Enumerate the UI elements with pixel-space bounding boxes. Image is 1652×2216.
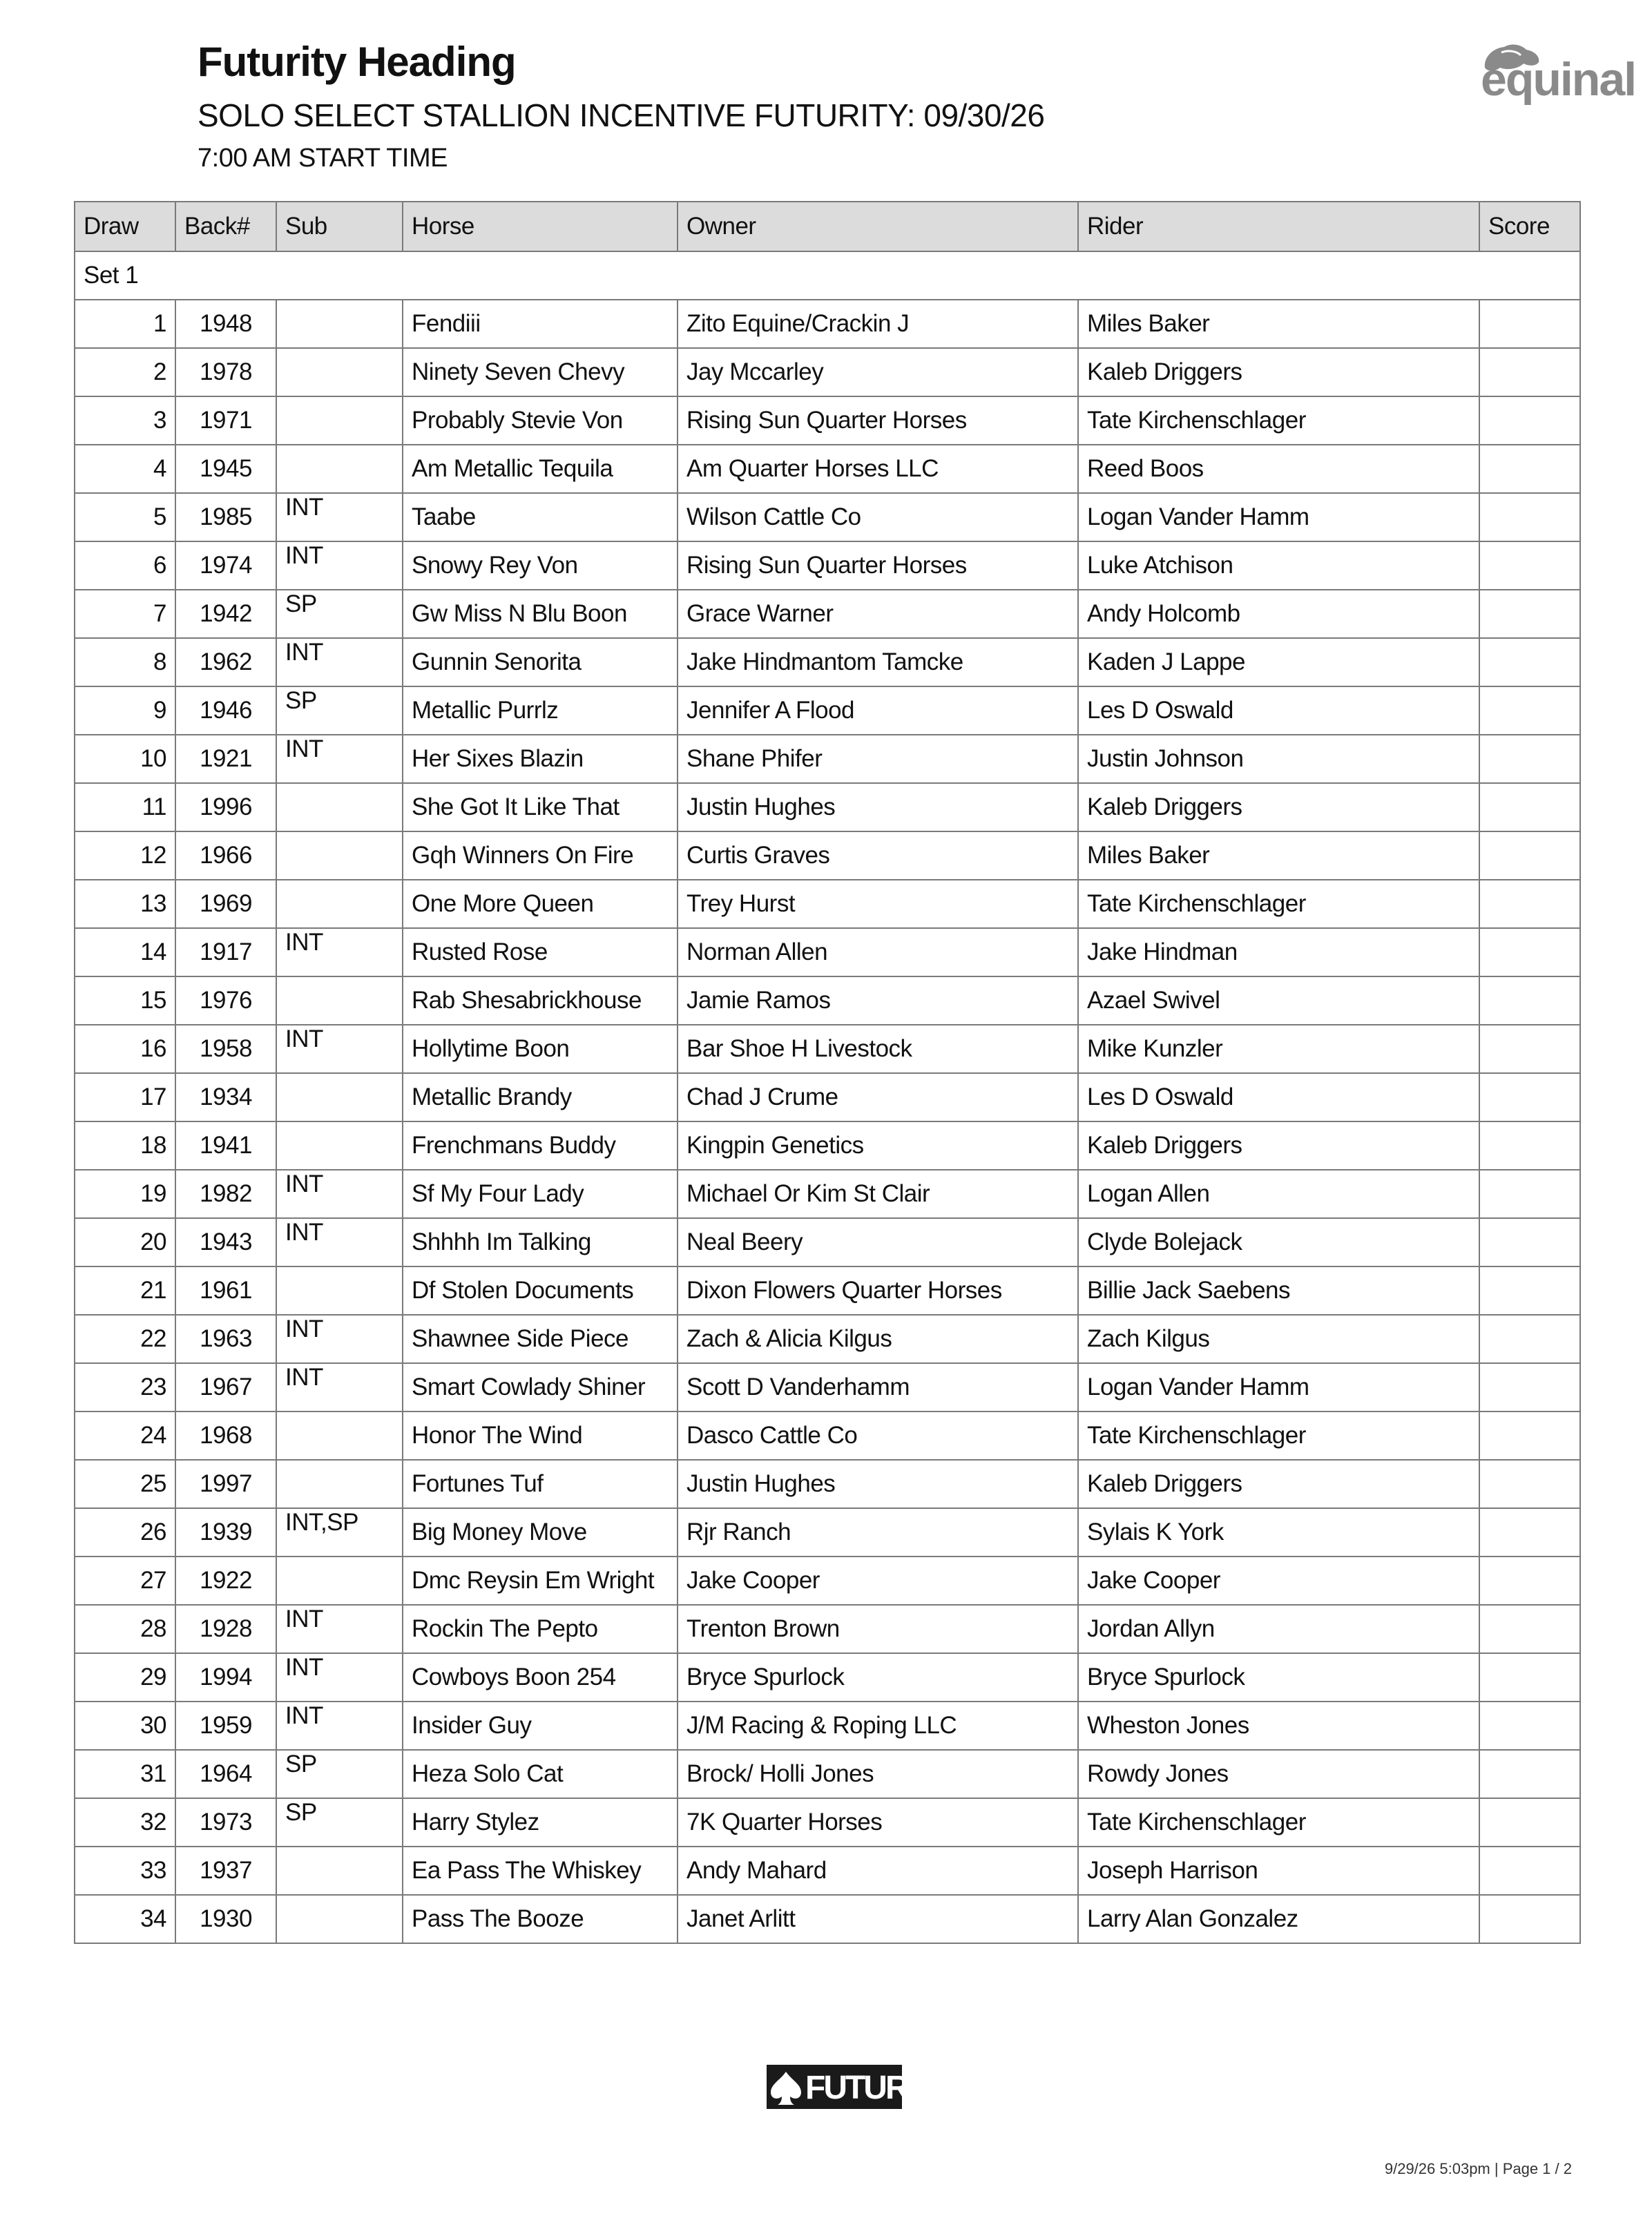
- horse-cell: Snowy Rey Von: [403, 541, 678, 590]
- spade-icon: [767, 2065, 805, 2109]
- score-cell: [1479, 638, 1580, 686]
- rider-cell: Logan Allen: [1078, 1170, 1479, 1218]
- horse-cell: Fortunes Tuf: [403, 1460, 678, 1508]
- owner-cell: Jake Hindmantom Tamcke: [678, 638, 1078, 686]
- draw-cell: 8: [75, 638, 175, 686]
- table-row: [75, 1121, 1580, 1170]
- horse-cell: Gunnin Senorita: [403, 638, 678, 686]
- horse-cell: Insider Guy: [403, 1702, 678, 1750]
- score-cell: [1479, 1750, 1580, 1798]
- owner-cell: Zito Equine/Crackin J: [678, 300, 1078, 348]
- back-number-cell: 1974: [175, 541, 276, 590]
- sub-cell: [276, 1412, 403, 1460]
- table-row: [75, 1315, 1580, 1363]
- draw-cell: 33: [75, 1847, 175, 1895]
- draw-cell: 23: [75, 1363, 175, 1412]
- horse-cell: Hollytime Boon: [403, 1025, 678, 1073]
- horse-cell: Sf My Four Lady: [403, 1170, 678, 1218]
- horse-cell: Honor The Wind: [403, 1412, 678, 1460]
- owner-cell: Chad J Crume: [678, 1073, 1078, 1121]
- score-cell: [1479, 493, 1580, 541]
- draw-cell: 3: [75, 396, 175, 445]
- page-title: Futurity Heading: [198, 39, 516, 85]
- draw-cell: 29: [75, 1653, 175, 1702]
- horse-cell: Pass The Booze: [403, 1895, 678, 1943]
- score-cell: [1479, 1605, 1580, 1653]
- draw-cell: 11: [75, 783, 175, 831]
- draw-cell: 25: [75, 1460, 175, 1508]
- score-cell: [1479, 1170, 1580, 1218]
- horse-cell: Ea Pass The Whiskey: [403, 1847, 678, 1895]
- owner-cell: Trenton Brown: [678, 1605, 1078, 1653]
- sub-cell: SP: [276, 1798, 403, 1847]
- table-row: [75, 638, 1580, 686]
- owner-cell: Neal Beery: [678, 1218, 1078, 1266]
- table-header-row: [75, 202, 1580, 251]
- back-number-cell: 1928: [175, 1605, 276, 1653]
- owner-cell: Curtis Graves: [678, 831, 1078, 880]
- back-number-cell: 1948: [175, 300, 276, 348]
- horse-cell: Rockin The Pepto: [403, 1605, 678, 1653]
- sub-cell: INT: [276, 541, 403, 590]
- table-row: [75, 1895, 1580, 1943]
- owner-cell: Zach & Alicia Kilgus: [678, 1315, 1078, 1363]
- table-row: [75, 541, 1580, 590]
- table-row: [75, 300, 1580, 348]
- draw-cell: 4: [75, 445, 175, 493]
- equinal-logo-text: equinal: [1481, 53, 1636, 106]
- draw-cell: 34: [75, 1895, 175, 1943]
- rider-cell: Justin Johnson: [1078, 735, 1479, 783]
- horse-cell: Cowboys Boon 254: [403, 1653, 678, 1702]
- horse-cell: Shawnee Side Piece: [403, 1315, 678, 1363]
- score-cell: [1479, 1653, 1580, 1702]
- back-number-cell: 1941: [175, 1121, 276, 1170]
- table-row: [75, 1508, 1580, 1557]
- score-cell: [1479, 1121, 1580, 1170]
- equinal-logo: [1478, 40, 1637, 109]
- rider-cell: Zach Kilgus: [1078, 1315, 1479, 1363]
- table-row: [75, 686, 1580, 735]
- score-cell: [1479, 783, 1580, 831]
- score-cell: [1479, 880, 1580, 928]
- score-cell: [1479, 348, 1580, 396]
- rider-cell: Les D Oswald: [1078, 686, 1479, 735]
- sub-cell: INT: [276, 1605, 403, 1653]
- owner-cell: Michael Or Kim St Clair: [678, 1170, 1078, 1218]
- back-number-cell: 1971: [175, 396, 276, 445]
- horse-cell: Metallic Brandy: [403, 1073, 678, 1121]
- rider-cell: Wheston Jones: [1078, 1702, 1479, 1750]
- rider-cell: Miles Baker: [1078, 831, 1479, 880]
- draw-cell: 16: [75, 1025, 175, 1073]
- rider-cell: Clyde Bolejack: [1078, 1218, 1479, 1266]
- table-row: [75, 1605, 1580, 1653]
- table-row: [75, 348, 1580, 396]
- draw-cell: 9: [75, 686, 175, 735]
- owner-cell: J/M Racing & Roping LLC: [678, 1702, 1078, 1750]
- back-number-cell: 1994: [175, 1653, 276, 1702]
- sub-cell: [276, 1073, 403, 1121]
- horse-cell: Am Metallic Tequila: [403, 445, 678, 493]
- rider-cell: Andy Holcomb: [1078, 590, 1479, 638]
- owner-cell: Bar Shoe H Livestock: [678, 1025, 1078, 1073]
- horse-cell: Heza Solo Cat: [403, 1750, 678, 1798]
- rider-cell: Kaleb Driggers: [1078, 1460, 1479, 1508]
- draw-table: [74, 201, 1581, 1944]
- rider-cell: Kaleb Driggers: [1078, 783, 1479, 831]
- score-cell: [1479, 396, 1580, 445]
- table-row: [75, 1266, 1580, 1315]
- horse-cell: One More Queen: [403, 880, 678, 928]
- horse-cell: Big Money Move: [403, 1508, 678, 1557]
- rider-cell: Kaden J Lappe: [1078, 638, 1479, 686]
- back-number-cell: 1959: [175, 1702, 276, 1750]
- draw-cell: 7: [75, 590, 175, 638]
- sub-cell: [276, 831, 403, 880]
- back-number-cell: 1930: [175, 1895, 276, 1943]
- sub-cell: [276, 1121, 403, 1170]
- draw-cell: 28: [75, 1605, 175, 1653]
- sub-cell: INT: [276, 1218, 403, 1266]
- score-cell: [1479, 1218, 1580, 1266]
- col-header-draw: Draw: [75, 202, 175, 251]
- table-row: [75, 976, 1580, 1025]
- sub-cell: INT: [276, 638, 403, 686]
- score-cell: [1479, 831, 1580, 880]
- score-cell: [1479, 300, 1580, 348]
- back-number-cell: 1967: [175, 1363, 276, 1412]
- table-row: [75, 880, 1580, 928]
- rider-cell: Jordan Allyn: [1078, 1605, 1479, 1653]
- rider-cell: Bryce Spurlock: [1078, 1653, 1479, 1702]
- rider-cell: Tate Kirchenschlager: [1078, 1798, 1479, 1847]
- rider-cell: Kaleb Driggers: [1078, 1121, 1479, 1170]
- document-header: [198, 36, 1044, 178]
- draw-cell: 18: [75, 1121, 175, 1170]
- horse-cell: Dmc Reysin Em Wright: [403, 1557, 678, 1605]
- draw-cell: 12: [75, 831, 175, 880]
- rider-cell: Tate Kirchenschlager: [1078, 1412, 1479, 1460]
- horse-cell: She Got It Like That: [403, 783, 678, 831]
- set-label: Set 1: [75, 251, 1580, 300]
- draw-cell: 2: [75, 348, 175, 396]
- table-row: [75, 590, 1580, 638]
- rider-cell: Mike Kunzler: [1078, 1025, 1479, 1073]
- score-cell: [1479, 1557, 1580, 1605]
- col-header-owner: Owner: [678, 202, 1078, 251]
- sub-cell: [276, 396, 403, 445]
- back-number-cell: 1969: [175, 880, 276, 928]
- set-row: [75, 251, 1580, 300]
- sub-cell: INT: [276, 735, 403, 783]
- owner-cell: Janet Arlitt: [678, 1895, 1078, 1943]
- col-header-rider: Rider: [1078, 202, 1479, 251]
- draw-cell: 17: [75, 1073, 175, 1121]
- horse-cell: Df Stolen Documents: [403, 1266, 678, 1315]
- owner-cell: Jamie Ramos: [678, 976, 1078, 1025]
- score-cell: [1479, 1412, 1580, 1460]
- sub-cell: [276, 1266, 403, 1315]
- draw-cell: 19: [75, 1170, 175, 1218]
- score-cell: [1479, 1895, 1580, 1943]
- draw-cell: 31: [75, 1750, 175, 1798]
- table-row: [75, 735, 1580, 783]
- sub-cell: [276, 300, 403, 348]
- event-subtitle: SOLO SELECT STALLION INCENTIVE FUTURITY: 09/30/26: [198, 97, 1045, 133]
- score-cell: [1479, 445, 1580, 493]
- futurity-logo-text: FUTURITY: [805, 2070, 953, 2106]
- table-row: [75, 1798, 1580, 1847]
- owner-cell: Jay Mccarley: [678, 348, 1078, 396]
- horse-cell: Gqh Winners On Fire: [403, 831, 678, 880]
- back-number-cell: 1978: [175, 348, 276, 396]
- rider-cell: Billie Jack Saebens: [1078, 1266, 1479, 1315]
- sub-cell: INT: [276, 928, 403, 976]
- sub-cell: SP: [276, 1750, 403, 1798]
- table-row: [75, 783, 1580, 831]
- back-number-cell: 1964: [175, 1750, 276, 1798]
- horse-cell: Gw Miss N Blu Boon: [403, 590, 678, 638]
- rider-cell: Jake Hindman: [1078, 928, 1479, 976]
- draw-cell: 13: [75, 880, 175, 928]
- horse-cell: Rusted Rose: [403, 928, 678, 976]
- score-cell: [1479, 1266, 1580, 1315]
- back-number-cell: 1973: [175, 1798, 276, 1847]
- table-row: [75, 396, 1580, 445]
- owner-cell: Dasco Cattle Co: [678, 1412, 1078, 1460]
- owner-cell: Dixon Flowers Quarter Horses: [678, 1266, 1078, 1315]
- table-row: [75, 1412, 1580, 1460]
- score-cell: [1479, 590, 1580, 638]
- draw-cell: 26: [75, 1508, 175, 1557]
- owner-cell: Justin Hughes: [678, 1460, 1078, 1508]
- owner-cell: Scott D Vanderhamm: [678, 1363, 1078, 1412]
- score-cell: [1479, 686, 1580, 735]
- back-number-cell: 1961: [175, 1266, 276, 1315]
- draw-cell: 32: [75, 1798, 175, 1847]
- table-row: [75, 1702, 1580, 1750]
- back-number-cell: 1963: [175, 1315, 276, 1363]
- sub-cell: INT: [276, 1170, 403, 1218]
- rider-cell: Kaleb Driggers: [1078, 348, 1479, 396]
- score-cell: [1479, 1025, 1580, 1073]
- owner-cell: Rising Sun Quarter Horses: [678, 541, 1078, 590]
- rider-cell: Les D Oswald: [1078, 1073, 1479, 1121]
- score-cell: [1479, 1798, 1580, 1847]
- table-row: [75, 1653, 1580, 1702]
- table-row: [75, 831, 1580, 880]
- col-header-sub: Sub: [276, 202, 403, 251]
- score-cell: [1479, 1508, 1580, 1557]
- owner-cell: Grace Warner: [678, 590, 1078, 638]
- owner-cell: Kingpin Genetics: [678, 1121, 1078, 1170]
- horse-cell: Shhhh Im Talking: [403, 1218, 678, 1266]
- horse-cell: Ninety Seven Chevy: [403, 348, 678, 396]
- owner-cell: Bryce Spurlock: [678, 1653, 1078, 1702]
- score-cell: [1479, 1702, 1580, 1750]
- sub-cell: INT: [276, 1025, 403, 1073]
- draw-cell: 27: [75, 1557, 175, 1605]
- sub-cell: [276, 1460, 403, 1508]
- table-row: [75, 1170, 1580, 1218]
- table-row: [75, 1847, 1580, 1895]
- table-row: [75, 928, 1580, 976]
- sub-cell: [276, 1847, 403, 1895]
- futurity-logo: [767, 2065, 953, 2109]
- back-number-cell: 1982: [175, 1170, 276, 1218]
- owner-cell: Trey Hurst: [678, 880, 1078, 928]
- rider-cell: Jake Cooper: [1078, 1557, 1479, 1605]
- sub-cell: INT: [276, 1315, 403, 1363]
- table-row: [75, 1460, 1580, 1508]
- draw-cell: 22: [75, 1315, 175, 1363]
- owner-cell: Am Quarter Horses LLC: [678, 445, 1078, 493]
- draw-cell: 5: [75, 493, 175, 541]
- draw-cell: 1: [75, 300, 175, 348]
- score-cell: [1479, 976, 1580, 1025]
- score-cell: [1479, 1363, 1580, 1412]
- draw-cell: 20: [75, 1218, 175, 1266]
- table-row: [75, 1025, 1580, 1073]
- sub-cell: INT,SP: [276, 1508, 403, 1557]
- table-row: [75, 1750, 1580, 1798]
- owner-cell: Andy Mahard: [678, 1847, 1078, 1895]
- rider-cell: Sylais K York: [1078, 1508, 1479, 1557]
- owner-cell: Norman Allen: [678, 928, 1078, 976]
- horse-cell: Metallic Purrlz: [403, 686, 678, 735]
- back-number-cell: 1968: [175, 1412, 276, 1460]
- sub-cell: SP: [276, 590, 403, 638]
- back-number-cell: 1945: [175, 445, 276, 493]
- start-time: 7:00 AM START TIME: [198, 144, 448, 173]
- owner-cell: Jake Cooper: [678, 1557, 1078, 1605]
- draw-cell: 10: [75, 735, 175, 783]
- back-number-cell: 1962: [175, 638, 276, 686]
- draw-cell: 15: [75, 976, 175, 1025]
- table-row: [75, 493, 1580, 541]
- col-header-score: Score: [1479, 202, 1580, 251]
- sub-cell: INT: [276, 493, 403, 541]
- col-header-horse: Horse: [403, 202, 678, 251]
- table-row: [75, 1363, 1580, 1412]
- rider-cell: Azael Swivel: [1078, 976, 1479, 1025]
- sub-cell: SP: [276, 686, 403, 735]
- col-header-back: Back#: [175, 202, 276, 251]
- sub-cell: [276, 348, 403, 396]
- back-number-cell: 1917: [175, 928, 276, 976]
- back-number-cell: 1942: [175, 590, 276, 638]
- rider-cell: Logan Vander Hamm: [1078, 493, 1479, 541]
- back-number-cell: 1946: [175, 686, 276, 735]
- owner-cell: Shane Phifer: [678, 735, 1078, 783]
- back-number-cell: 1939: [175, 1508, 276, 1557]
- back-number-cell: 1985: [175, 493, 276, 541]
- rider-cell: Larry Alan Gonzalez: [1078, 1895, 1479, 1943]
- draw-cell: 6: [75, 541, 175, 590]
- rider-cell: Tate Kirchenschlager: [1078, 396, 1479, 445]
- owner-cell: 7K Quarter Horses: [678, 1798, 1078, 1847]
- sub-cell: INT: [276, 1702, 403, 1750]
- owner-cell: Wilson Cattle Co: [678, 493, 1078, 541]
- horse-cell: Probably Stevie Von: [403, 396, 678, 445]
- draw-cell: 21: [75, 1266, 175, 1315]
- owner-cell: Rjr Ranch: [678, 1508, 1078, 1557]
- horse-cell: Smart Cowlady Shiner: [403, 1363, 678, 1412]
- table-row: [75, 445, 1580, 493]
- horse-cell: Fendiii: [403, 300, 678, 348]
- sub-cell: INT: [276, 1653, 403, 1702]
- draw-cell: 14: [75, 928, 175, 976]
- back-number-cell: 1937: [175, 1847, 276, 1895]
- horse-cell: Rab Shesabrickhouse: [403, 976, 678, 1025]
- sub-cell: [276, 783, 403, 831]
- score-cell: [1479, 1073, 1580, 1121]
- back-number-cell: 1921: [175, 735, 276, 783]
- owner-cell: Brock/ Holli Jones: [678, 1750, 1078, 1798]
- owner-cell: Rising Sun Quarter Horses: [678, 396, 1078, 445]
- sub-cell: [276, 976, 403, 1025]
- page-footer-info: 9/29/26 5:03pm | Page 1 / 2: [1384, 2160, 1572, 2177]
- score-cell: [1479, 1847, 1580, 1895]
- rider-cell: Joseph Harrison: [1078, 1847, 1479, 1895]
- score-cell: [1479, 1315, 1580, 1363]
- back-number-cell: 1996: [175, 783, 276, 831]
- table-row: [75, 1557, 1580, 1605]
- table-row: [75, 1073, 1580, 1121]
- horse-cell: Taabe: [403, 493, 678, 541]
- score-cell: [1479, 541, 1580, 590]
- back-number-cell: 1943: [175, 1218, 276, 1266]
- back-number-cell: 1997: [175, 1460, 276, 1508]
- rider-cell: Luke Atchison: [1078, 541, 1479, 590]
- horse-cell: Her Sixes Blazin: [403, 735, 678, 783]
- sub-cell: [276, 880, 403, 928]
- table-row: [75, 1218, 1580, 1266]
- rider-cell: Reed Boos: [1078, 445, 1479, 493]
- back-number-cell: 1966: [175, 831, 276, 880]
- horse-cell: Frenchmans Buddy: [403, 1121, 678, 1170]
- back-number-cell: 1922: [175, 1557, 276, 1605]
- horse-cell: Harry Stylez: [403, 1798, 678, 1847]
- score-cell: [1479, 1460, 1580, 1508]
- owner-cell: Justin Hughes: [678, 783, 1078, 831]
- back-number-cell: 1958: [175, 1025, 276, 1073]
- back-number-cell: 1934: [175, 1073, 276, 1121]
- sub-cell: [276, 1557, 403, 1605]
- score-cell: [1479, 928, 1580, 976]
- draw-cell: 30: [75, 1702, 175, 1750]
- sub-cell: INT: [276, 1363, 403, 1412]
- back-number-cell: 1976: [175, 976, 276, 1025]
- sub-cell: [276, 445, 403, 493]
- sub-cell: [276, 1895, 403, 1943]
- rider-cell: Rowdy Jones: [1078, 1750, 1479, 1798]
- rider-cell: Miles Baker: [1078, 300, 1479, 348]
- draw-cell: 24: [75, 1412, 175, 1460]
- owner-cell: Jennifer A Flood: [678, 686, 1078, 735]
- rider-cell: Logan Vander Hamm: [1078, 1363, 1479, 1412]
- score-cell: [1479, 735, 1580, 783]
- rider-cell: Tate Kirchenschlager: [1078, 880, 1479, 928]
